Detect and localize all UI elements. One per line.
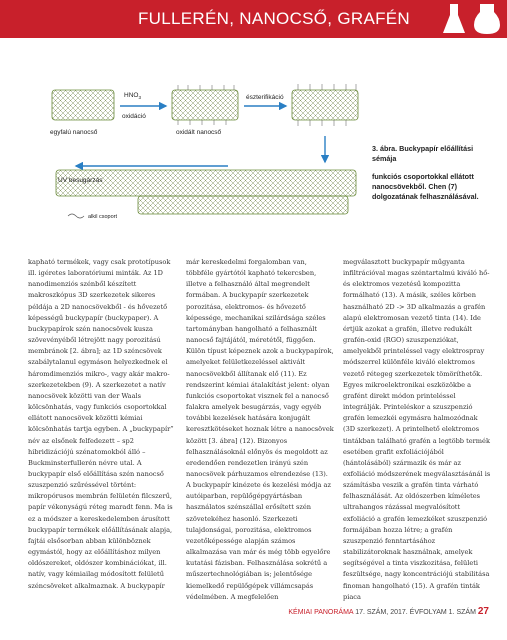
text-column-3 <box>343 257 491 615</box>
hno3-label: $HNO_3$ <box>124 92 141 100</box>
column-1-text: kapható termékek, vagy csak prototípusok ill. igéretes laboratóriumi minták. Az 1D nanodimenziós szénből készített makroszkópus 3D szerkezetek sikeres példája a 2D nanocsövekből - és hővezető képességű buckypapír (buckypaper). A buckypapírok szén nanocsövek kusza szövevényéből létrejött nagy porozitású membránok [2. ábra]; az 1D széncsövek szabálytalanul egymáson helyezkednek el háromdimenziós mikro-, vagy akár makro-szerkezetekben (9). A szerkezetet a natív nanocsövek közötti van der Waals kölcsönhatás, vagy funkciós csoportokkal ellátott nanocsövek közötti kémiai kölcsönhatás tartja egyben. A „buckypapír” név az elsőnek felfedezett – sp2 hibridizációjú szénatomokból álló – Buckminsterfullerén névre utal. A buckypapír első előállítása szén nanocső szuszpenzió szűréssével történt: mikropórusos membrán felületén filcszerű, papír vékonyságú réteg maradt fenn. Ma is ez a módszer a kereskedelemben árusított buckypapír termékek előállításának alapja, fajtái elsősorban abban különböznek egymástól, hogy az előállításhoz milyen oldószereket, oldószer kombinációkat, ill. natív, vagy kémiailag módosított felületű széncsöveket alkalmaznak. A buckypapír <box>28 258 174 590</box>
esterification-label: észterifikáció <box>246 94 284 101</box>
buckypaper-scheme-diagram <box>48 78 408 228</box>
text-column-2 <box>186 257 334 615</box>
magazine-name: KÉMIAI PANORÁMA <box>288 609 354 616</box>
caption-body: funkciós csoportokkal ellátott nanocsövekből. Chen (7) dolgozatának felhasználásával. <box>372 172 479 201</box>
page-footer <box>288 606 489 617</box>
alkyl-legend-symbol <box>68 214 84 218</box>
oxidized-label: oxidált nanocső <box>176 129 222 136</box>
alkyl-legend-label: alkil csoport <box>88 214 118 220</box>
figure-caption <box>372 144 490 202</box>
flask-icon <box>441 2 467 36</box>
single-wall-label: egyfalú nanocső <box>50 129 98 136</box>
caption-title: 3. ábra. Buckypapír előállítási sémája <box>372 144 474 163</box>
column-2-text: már kereskedelmi forgalomban van, többféle gyártótól kapható tekercsben, illetve a felhasználó által megrendelt formában. A buckypapír szerkezetek porozitása, elektromos- és hővezető képessége, mechanikai szilárdsága széles tartományban hangolható a felhasznált nanocső fajtájától, méretétől, függően. Külön típust képeznek azok a buckypapírok, amelyeket felületkezeléssel aktivált nanocsövekből állítanak elő (11). Ez rendszerint kémiai átalakítást jelent: olyan funkciós csoportokat visznek fel a nanocső falakra amelyek besugárzás, vagy egyéb további kezelések hatására konjugált keresztkötéseket hoznak létre a nanocsövek között [3. ábra] (12). Bizonyos felhasználásoknál előnyös és megoldott az eredendően rendezetlen irányú szén nanocsövek párhuzamos elrendezése (13). A buckypapír kinézete és kezelési módja az autóiparban, repülőgépgyártásban használatos szénszállal erősített szén szövetekéhez hasonló. Szerkezeti tulajdonságai, porozitása, elektromos vezetőképessége alapján számos alkalmazása van már és még több egyelőre kutatási fázisban. Felhasználása sokrétű a műszertechnológiában is; jelentősége kiemelkedő repülőgépek villámcsapás védelmében. A megfelelően <box>186 258 334 601</box>
issue-info: 17. SZÁM, 2017. ÉVFOLYAM 1. SZÁM <box>355 609 476 616</box>
section-title: FULLERÉN, NANOCSŐ, GRAFÉN <box>138 9 410 28</box>
page-number: 27 <box>477 606 489 617</box>
beaker-icon <box>472 2 502 36</box>
oxidation-label: oxidáció <box>122 113 146 120</box>
uv-label: UV besugárzás <box>58 177 103 184</box>
column-3-text: megválasztott buckypapír műgyanta infiltrációval magas széntartalmú kiváló hő- és elektromos vezetésű kompozitta formálható (13). A másik, széles körben használható 2D -> 3D alkalmazás a grafén alapú elektromosan vezető tinta (14). Ide értjük azokat a grafén, illetve redukált grafén-oxid (RGO) szuszpenziókat, amelyekből printeléssel vagy elektrospray módszerrel különféle kiváló elektromos vezető rétegeg szerkezetek tömöríthetők. Egyes mikroelektronikai eszközökbe a grafént direkt módon printeléssel integrálják. Printeléskor a szuszpenzió grafén lemezkéi egymásra halmozódnak (3D szerkezet). A printelhető elektromos tintákban található grafén a legtöbb termék esetében grafit exfoliációjából (hántolásából) származik és már az exfoliáció módszerének megválasztásánál is számításba veszik a grafén tinta várható felhasználását. Az oldószerben kíméletes ultrahangos rázással megvalósított exfoliáció a grafén lemezkéket szuszpenzió formájában hozza létre; a grafén szuszpenzió fenntartásához stabilizátoroknak használnak, amelyek segítségével a tinta viszkozitása, felületi feszültsége, nagy koncentrációjú stabilitása finoman hangolható (15). A grafén tinták piaca <box>343 258 491 601</box>
oxidized-nanotube <box>172 85 238 125</box>
functionalized-nanotube <box>292 84 358 126</box>
single-wall-nanotube <box>52 90 114 120</box>
page-header-bar <box>0 0 507 38</box>
text-column-1 <box>28 257 176 615</box>
